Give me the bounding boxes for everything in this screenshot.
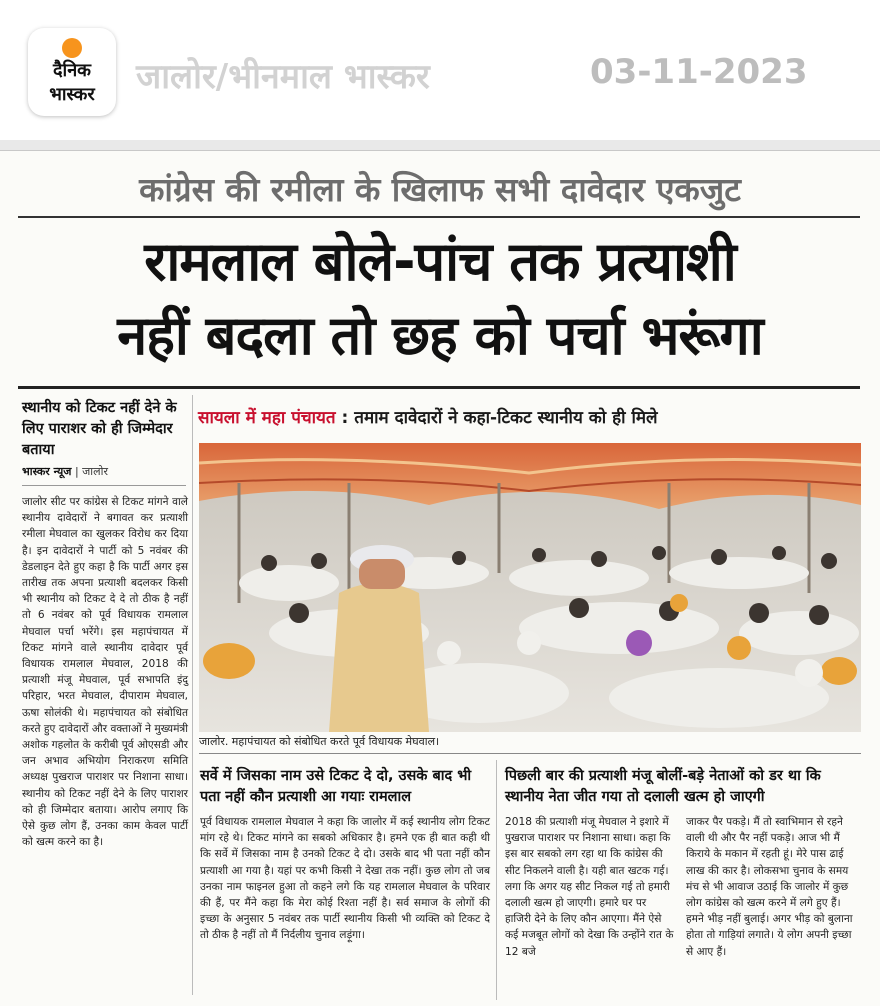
- page-top-strip: [0, 140, 880, 151]
- byline-place: | जालोर: [74, 465, 108, 478]
- sun-icon: [62, 38, 82, 58]
- column-1-headline: सर्वे में जिसका नाम उसे टिकट दे दो, उसके बाद भी पता नहीं कौन प्रत्याशी आ गयाः रामलाल: [200, 768, 472, 805]
- headline-line-1: रामलाल बोले-पांच तक प्रत्याशी: [144, 230, 736, 293]
- byline-source: भास्कर न्यूज: [22, 465, 72, 478]
- article-kicker: कांग्रेस की रमीला के खिलाफ सभी दावेदार एकजुट: [139, 170, 741, 209]
- subhead-text: : तमाम दावेदारों ने कहा-टिकट स्थानीय को ही मिले: [341, 408, 658, 428]
- edition-date: 03-11-2023: [590, 52, 808, 92]
- dainik-bhaskar-logo[interactable]: [28, 28, 116, 116]
- column-1-body: पूर्व विधायक रामलाल मेघवाल ने कहा कि जालोर में कई स्थानीय लोग टिकट मांग रहे थे। टिकट मांगने का सबको अधिकार है। हमने एक ही बात कही थी कि सर्वे में जिसका नाम है उनको टिकट दे दो। उसके बाद भी पता नहीं कौन प्रत्याशी आ गया है। यहां पर कभी किसी ने देखा तक नहीं। कुछ लोग तो जब उनका नाम फाइनल हुआ तो कहने लगे कि यह रामलाल मेघवाल के परिवार की हैं, पर मैंने कहा कि मेरा कोई रिश्ता नहीं है। सर्व समाज के लोगों की इच्छा के अनुसार 5 नवंबर तक पार्टी स्थानीय किसी भी व्यक्ति को टिकट दे तो ठीक है नहीं तो मैं निर्दलीय चुनाव लड़ूंगा।: [200, 816, 490, 942]
- mahapanchayat-photo: [199, 443, 861, 732]
- side-headline: स्थानीय को टिकट नहीं देने के लिए पाराशर को ही जिम्मेदार बताया: [22, 400, 177, 458]
- column-divider: [192, 395, 193, 995]
- edition-title: जालोर/भीनमाल भास्कर: [136, 57, 430, 97]
- logo-line-2: भास्कर: [49, 84, 95, 105]
- masthead: [0, 0, 880, 140]
- side-body-text: जालोर सीट पर कांग्रेस से टिकट मांगने वाले स्थानीय दावेदारों ने बगावत कर प्रत्याशी रमीला मेघवाल का खुलकर विरोध कर दिया है। इन दावेदारों ने पार्टी को 5 नवंबर की डेडलाइन देते हुए कहा है कि पार्टी अगर इस तारीख तक अपना प्रत्याशी बदलकर किसी भी स्थानीय को टिकट दे दे तो ठीक है नहीं तो 6 नवंबर को पूर्व विधायक रामलाल मेघवाल पर्चा भरेंगे। इस महापंचायत में टिकट मांगने वाले स्थानीय दावेदार पूर्व विधायक रामलाल मेघवाल, 2018 की प्रत्याशी मंजू मेघवाल, पूर्व सभापति इंदु परिहार, भरत मेघवाल, दीपाराम मेघवाल, ऊषा सोलंकी थे। महापंचायत को संबोधित करते हुए दावेदारों और वक्ताओं ने मुख्यमंत्री अशोक गहलोत के करीबी पूर्व ओएसडी और जन अभाव अभियोग निराकरण समिति अध्यक्ष पुखराज पाराशर पर निशाना साधा। स्थानीय को टिकट नहीं देने के लिए पाराशर को ही जिम्मेदार बताया। आरोप लगाए कि ऐसे कुछ लोग हैं, उनका काम केवल पार्टी को खत्म करने का है।: [22, 496, 188, 849]
- column-3-body: जाकर पैर पकड़े। मैं तो स्वाभिमान से रहने वाली थी और पैर नहीं पकड़े। आज भी मैं किराये के मकान में रहती हूं। मेरे पास ढाई लाख की कार है। लोकसभा चुनाव के समय मंच से भी आवाज उठाई कि जालोर में कुछ लोग कांग्रेस को खत्म करने में लगे हुए हैं। हमने भीड़ नहीं बुलाई। अगर भीड़ को बुलाना होता तो गाड़ियां लगाते। ये लोग अपनी इच्छा से आए हैं।: [686, 816, 853, 958]
- headline-line-2: नहीं बदला तो छह को पर्चा भरूंगा: [117, 304, 763, 367]
- photo-caption: जालोर. महापंचायत को संबोधित करते पूर्व विधायक मेघवाल।: [199, 734, 861, 754]
- byline: [22, 464, 186, 486]
- column-2-headline: पिछली बार की प्रत्याशी मंजू बोलीं-बड़े नेताओं को डर था कि स्थानीय नेता जीत गया तो दलाली खत्म हो जाएगी: [505, 768, 821, 805]
- column-divider: [496, 760, 497, 1000]
- subhead-highlight: सायला में महा पंचायत: [198, 408, 336, 428]
- divider: [18, 216, 860, 218]
- column-2-body: 2018 की प्रत्याशी मंजू मेघवाल ने इशारे में पुखराज पाराशर पर निशाना साधा। कहा कि इस बार सबको लग रहा था कि कांग्रेस की सीट निकलने वाली है। यही बात खटक गई। लगा कि अगर यह सीट निकल गई तो हमारी दलाली खत्म हो जाएगी। हमारे घर पर हाजिरी देने के लिए कौन आएगा। मैंने ऐसे कई मजबूत लोगों को देखा कि उन्होंने रात के 12 बजे: [505, 816, 674, 958]
- logo-line-1: दैनिक: [52, 60, 92, 81]
- divider: [18, 386, 860, 389]
- photo-subhead: [198, 405, 862, 428]
